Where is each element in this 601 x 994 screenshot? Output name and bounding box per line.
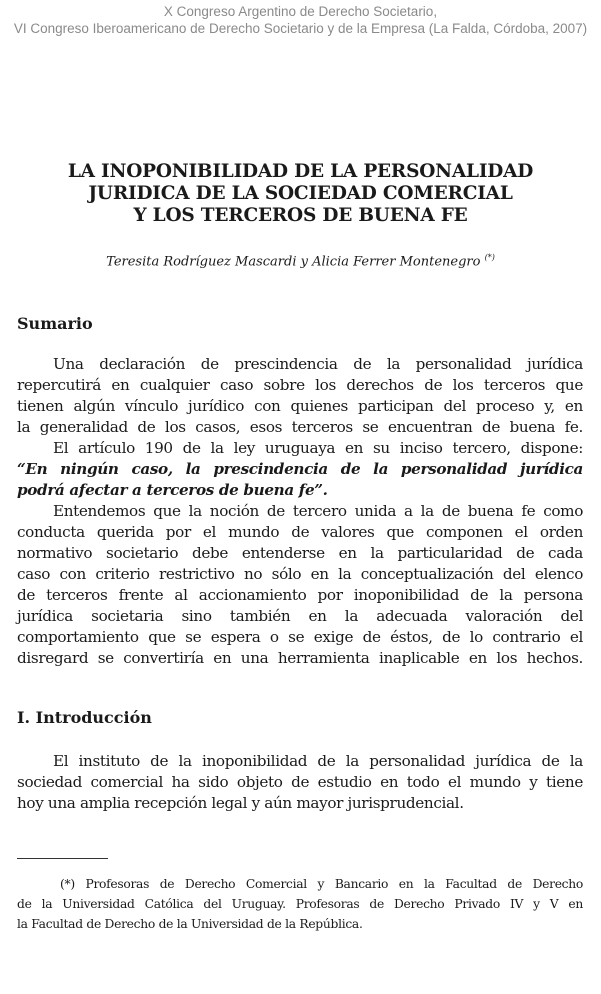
body-line: caso con criterio restrictivo no sólo en la conceptualización del elenco — [17, 565, 583, 583]
body-line: El artículo 190 de la ley uruguaya en su inciso tercero, dispone: — [53, 439, 583, 457]
footnote-line: la Facultad de Derecho de la Universidad de la República. — [17, 917, 363, 931]
body-line: conducta querida por el mundo de valores que componen el orden — [17, 523, 583, 541]
body-line: jurídica societaria sino también en la adecuada valoración del — [17, 607, 583, 625]
body-line: de terceros frente al accionamiento por inoponibilidad de la persona — [17, 586, 583, 604]
body-line: comportamiento que se espera o se exige de éstos, de lo contrario el — [17, 628, 583, 646]
body-line: sociedad comercial ha sido objeto de estudio en todo el mundo y tiene — [17, 773, 583, 791]
section-heading-sumario: Sumario — [17, 314, 93, 333]
body-line: repercutirá en cualquier caso sobre los derechos de los terceros que — [17, 376, 583, 394]
title-line-2: JURIDICA DE LA SOCIEDAD COMERCIAL — [88, 183, 513, 204]
conference-header-line1: X Congreso Argentino de Derecho Societario, — [163, 4, 438, 19]
body-line: tienen algún vínculo jurídico con quienes participan del proceso y, en — [17, 397, 583, 415]
title-line-3: Y LOS TERCEROS DE BUENA FE — [133, 205, 468, 226]
body-line: Entendemos que la noción de tercero unida a la de buena fe como — [53, 502, 583, 520]
authors — [0, 253, 601, 269]
footnote-line: de la Universidad Católica del Uruguay. Profesoras de Derecho Privado IV y V en — [17, 897, 583, 911]
conference-header-line2: VI Congreso Iberoamericano de Derecho Societario y de la Empresa (La Falda, Córdoba, 2007) — [13, 21, 588, 36]
body-line: normativo societario debe entenderse en la particularidad de cada — [17, 544, 583, 562]
footnote-mark: (*) — [484, 253, 495, 262]
body-line: la generalidad de los casos, esos terceros se encuentran de buena fe. — [17, 418, 583, 436]
author-names: Teresita Rodríguez Mascardi y Alicia Ferrer Montenegro — [106, 254, 481, 270]
quote-line: podrá afectar a terceros de buena fe”. — [17, 481, 328, 499]
body-line: El instituto de la inoponibilidad de la personalidad jurídica de la — [53, 752, 583, 770]
section-heading-introduccion: I. Introducción — [17, 708, 152, 727]
title-line-1: LA INOPONIBILIDAD DE LA PERSONALIDAD — [67, 161, 534, 182]
footnote-divider — [17, 858, 108, 859]
footnote-line: (*) Profesoras de Derecho Comercial y Bancario en la Facultad de Derecho — [60, 877, 583, 891]
body-line: hoy una amplia recepción legal y aún mayor jurisprudencial. — [17, 794, 464, 812]
body-line: Una declaración de prescindencia de la personalidad jurídica — [53, 355, 583, 373]
quote-line: “En ningún caso, la prescindencia de la personalidad jurídica — [17, 460, 583, 478]
body-line: disregard se convertiría en una herramienta inaplicable en los hechos. — [17, 649, 583, 667]
